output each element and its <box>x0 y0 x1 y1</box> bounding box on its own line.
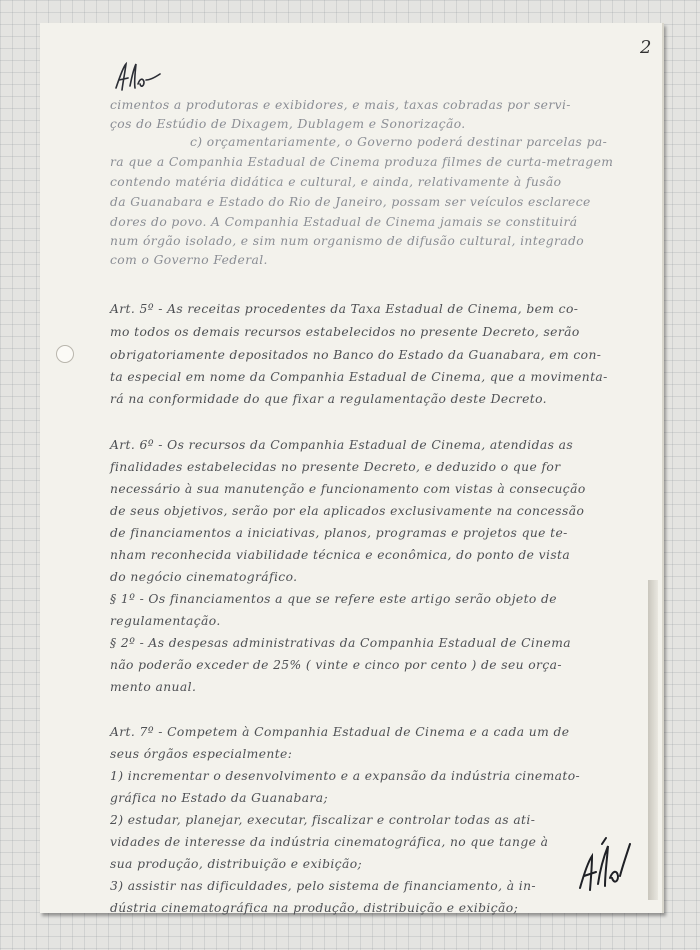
text-line: ra que a Companhia Estadual de Cinema produza filmes de curta-metragem <box>110 155 614 169</box>
text-line: necessário à sua manutenção e funcionamento com vistas à consecução <box>110 482 586 496</box>
text-line: 1) incrementar o desenvolvimento e a expansão da indústria cinemato- <box>110 769 581 783</box>
text-line: ta especial em nome da Companhia Estadual de Cinema, que a movimenta- <box>110 370 608 384</box>
text-line: sua produção, distribuição e exibição; <box>110 857 363 871</box>
text-line: seus órgãos especialmente: <box>110 747 293 761</box>
text-line: de seus objetivos, serão por ela aplicados exclusivamente na concessão <box>110 504 585 518</box>
text-line: finalidades estabelecidas no presente Decreto, e deduzido o que for <box>110 460 561 474</box>
text-line: dores do povo. A Companhia Estadual de Cinema jamais se constituirá <box>110 215 578 229</box>
page-number: 2 <box>640 37 652 58</box>
handwritten-initials-bottom <box>572 826 636 896</box>
text-line: não poderão exceder de 25% ( vinte e cinco por cento ) de seu orça- <box>110 658 562 672</box>
text-line: vidades de interesse da indústria cinematográfica, no que tange à <box>110 835 549 849</box>
text-line: de financiamentos a iniciativas, planos, programas e projetos que te- <box>110 526 568 540</box>
text-line: 2) estudar, planejar, executar, fiscalizar e controlar todas as ati- <box>110 813 536 827</box>
text-line: nham reconhecida viabilidade técnica e econômica, do ponto de vista <box>110 548 571 562</box>
text-line: cimentos a produtoras e exibidores, e mais, taxas cobradas por servi- <box>110 98 571 112</box>
text-line: da Guanabara e Estado do Rio de Janeiro, possam ser veículos esclarece <box>110 195 591 209</box>
text-line: 3) assistir nas dificuldades, pelo sistema de financiamento, à in- <box>110 879 536 893</box>
text-line: com o Governo Federal. <box>110 253 268 267</box>
text-line: contendo matéria didática e cultural, e ainda, relativamente à fusão <box>110 175 562 189</box>
text-line: § 2º - As despesas administrativas da Companhia Estadual de Cinema <box>110 636 571 650</box>
text-line: c) orçamentariamente, o Governo poderá destinar parcelas pa- <box>190 135 608 149</box>
underlying-page-edge <box>648 580 658 900</box>
text-line: rá na conformidade do que fixar a regulamentação deste Decreto. <box>110 392 547 406</box>
text-line: obrigatoriamente depositados no Banco do Estado da Guanabara, em con- <box>110 348 602 362</box>
text-line: regulamentação. <box>110 614 221 628</box>
text-line: Art. 6º - Os recursos da Companhia Estadual de Cinema, atendidas as <box>110 438 574 452</box>
text-line: mento anual. <box>110 680 197 694</box>
text-line: mo todos os demais recursos estabelecidos no presente Decreto, serão <box>110 325 580 339</box>
text-line: § 1º - Os financiamentos a que se refere este artigo serão objeto de <box>110 592 557 606</box>
punch-hole <box>56 345 74 363</box>
text-line: gráfica no Estado da Guanabara; <box>110 791 329 805</box>
text-line: do negócio cinematográfico. <box>110 570 298 584</box>
text-line: Art. 7º - Competem à Companhia Estadual de Cinema e a cada um de <box>110 725 570 739</box>
text-line: Art. 5º - As receitas procedentes da Taxa Estadual de Cinema, bem co- <box>110 302 579 316</box>
text-line: num órgão isolado, e sim num organismo de difusão cultural, integrado <box>110 234 585 248</box>
handwritten-initials-top <box>110 58 166 98</box>
text-line: dústria cinematográfica na produção, distribuição e exibição; <box>110 901 519 915</box>
text-line: ços do Estúdio de Dixagem, Dublagem e Sonorização. <box>110 117 466 131</box>
